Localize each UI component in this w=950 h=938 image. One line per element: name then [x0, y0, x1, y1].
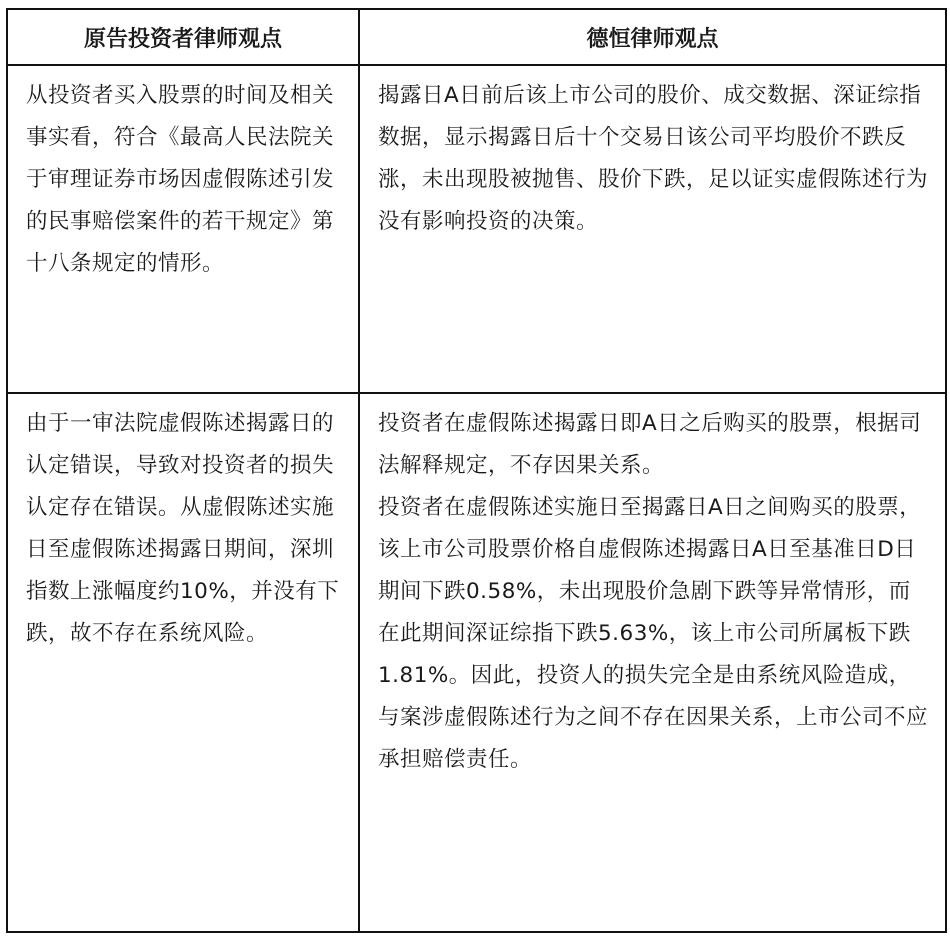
cell-plaintiff: [7, 65, 359, 393]
paragraph: 从投资者买入股票的时间及相关事实看，符合《最高人民法院关于审理证券市场因虚假陈述引发的民事赔偿案件的若干规定》第十八条规定的情形。: [26, 83, 335, 276]
cell-deheng: [359, 65, 946, 393]
paragraph: 投资者在虚假陈述实施日至揭露日A日之间购买的股票，该上市公司股票价格自虚假陈述揭露日A日至基准日D日期间下跌0.58%，未出现股价急剧下跌等异常情形，而在此期间深证综指下跌5.63%，该上市公司所属板下跌1.81%。因此，投资人的损失完全是由系统风险造成，与案涉虚假陈述行为之间不存在因果关系，上市公司不应承担赔偿责任。: [378, 495, 929, 772]
header-plaintiff-lawyer-view: 原告投资者律师观点: [7, 9, 359, 65]
table-row: [7, 393, 946, 932]
table-row: [7, 65, 946, 393]
paragraph: 由于一审法院虚假陈述揭露日的认定错误，导致对投资者的损失认定存在错误。从虚假陈述实施日至虚假陈述揭露日期间，深圳指数上涨幅度约10%，并没有下跌，故不存在系统风险。: [26, 411, 340, 646]
comparison-table: [6, 8, 947, 933]
paragraph: 揭露日A日前后该上市公司的股价、成交数据、深证综指数据，显示揭露日后十个交易日该公司平均股价不跌反涨，未出现股被抛售、股价下跌，足以证实虚假陈述行为没有影响投资的决策。: [378, 83, 929, 234]
cell-plaintiff: [7, 393, 359, 932]
header-row: [7, 9, 946, 65]
header-deheng-lawyer-view: 德恒律师观点: [359, 9, 946, 65]
paragraph: 投资者在虚假陈述揭露日即A日之后购买的股票，根据司法解释规定，不存因果关系。: [378, 411, 922, 478]
cell-deheng: [359, 393, 946, 932]
